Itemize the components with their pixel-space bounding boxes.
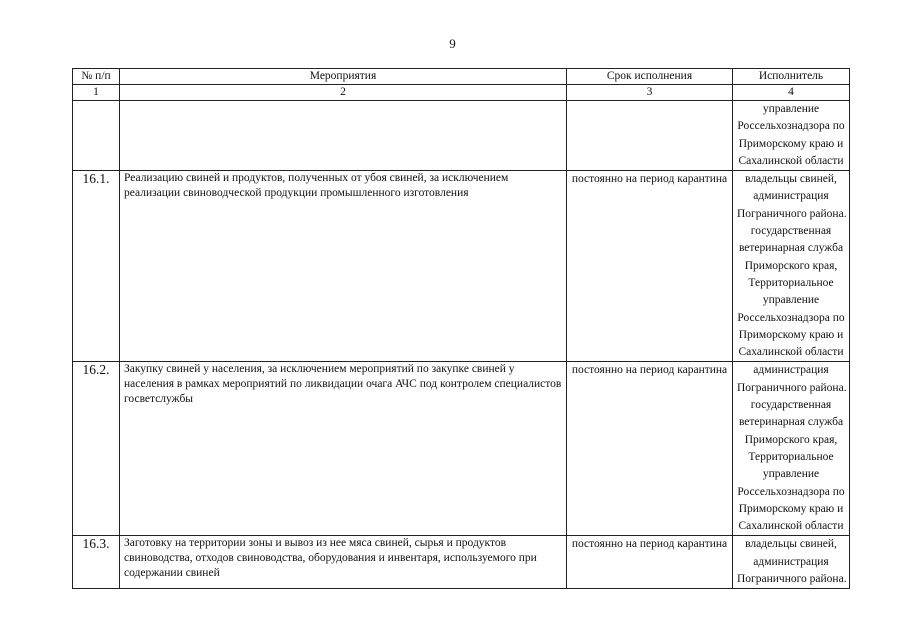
- executor-line: Пограничного района.: [737, 207, 847, 220]
- page-number: 9: [449, 36, 456, 51]
- table-row: [73, 536, 850, 589]
- row-executor: [733, 171, 850, 362]
- header-activity: Мероприятия: [120, 69, 567, 85]
- row-number: 16.1.: [73, 171, 120, 362]
- executor-line: администрация: [753, 190, 829, 203]
- row-number: [73, 101, 120, 171]
- table-row: [73, 101, 850, 171]
- executor-line: управление: [762, 103, 820, 115]
- executor-line: Приморского края,: [744, 433, 838, 446]
- colnum-2: 2: [120, 85, 567, 101]
- table-row: [73, 362, 850, 536]
- executor-line: Приморскому краю и: [738, 502, 844, 515]
- colnum-3: 3: [567, 85, 733, 101]
- executor-line: Россельхознадзора по: [737, 485, 845, 498]
- row-activity: [120, 101, 567, 171]
- row-executor: [733, 362, 850, 536]
- row-activity: Закупку свиней у населения, за исключением мероприятий по закупке свиней у населения в рамках мероприятий по ликвидации очага АЧС под контролем специалистов госветслужбы: [120, 362, 567, 536]
- executor-line: государственная: [750, 225, 832, 238]
- row-term: [567, 101, 733, 171]
- row-term: постоянно на период карантина: [567, 362, 733, 536]
- executor-line: владельцы свиней,: [745, 173, 837, 186]
- executor-line: ветеринарная служба: [738, 416, 844, 429]
- table-row: [73, 171, 850, 362]
- executor-line: Приморскому краю и: [738, 137, 844, 150]
- header-row: [73, 69, 850, 85]
- executor-line: Сахалинской области: [738, 520, 844, 533]
- executor-line: администрация: [753, 555, 829, 568]
- header-executor: Исполнитель: [733, 69, 850, 85]
- executor-line: управление: [762, 294, 820, 307]
- row-executor: [733, 536, 850, 589]
- column-number-row: [73, 85, 850, 101]
- executor-line: владельцы свиней,: [745, 538, 837, 551]
- executor-line: Территориальное: [748, 276, 834, 289]
- measures-table: [72, 68, 850, 589]
- executor-line: Приморского края,: [744, 259, 838, 272]
- colnum-1: 1: [73, 85, 120, 101]
- executor-line: Россельхознадзора по: [737, 311, 845, 324]
- header-term: Срок исполнения: [567, 69, 733, 85]
- executor-line: ветеринарная служба: [738, 242, 844, 255]
- executor-line: государственная: [750, 399, 832, 412]
- executor-line: Пограничного района.: [737, 573, 847, 586]
- executor-line: Сахалинской области: [738, 346, 844, 359]
- row-term: постоянно на период карантина: [567, 171, 733, 362]
- executor-line: Россельхознадзора по: [737, 120, 845, 133]
- row-activity: Реализацию свиней и продуктов, полученных от убоя свиней, за исключением реализации свиноводческой продукции промышленного изготовления: [120, 171, 567, 362]
- row-term: постоянно на период карантина: [567, 536, 733, 589]
- header-num: № п/п: [73, 69, 120, 85]
- colnum-4: 4: [733, 85, 850, 101]
- executor-line: управление: [762, 468, 820, 481]
- executor-line: администрация: [753, 364, 829, 377]
- row-executor: [733, 101, 850, 171]
- row-number: 16.2.: [73, 362, 120, 536]
- executor-line: Территориальное: [748, 450, 834, 463]
- executor-line: Пограничного района.: [737, 381, 847, 394]
- row-number: 16.3.: [73, 536, 120, 589]
- executor-line: Приморскому краю и: [738, 328, 844, 341]
- executor-line: Сахалинской области: [738, 154, 844, 167]
- row-activity: Заготовку на территории зоны и вывоз из нее мяса свиней, сырья и продуктов свиноводства, отходов свиноводства, оборудования и инвентаря, используемого при содержании свиней: [120, 536, 567, 589]
